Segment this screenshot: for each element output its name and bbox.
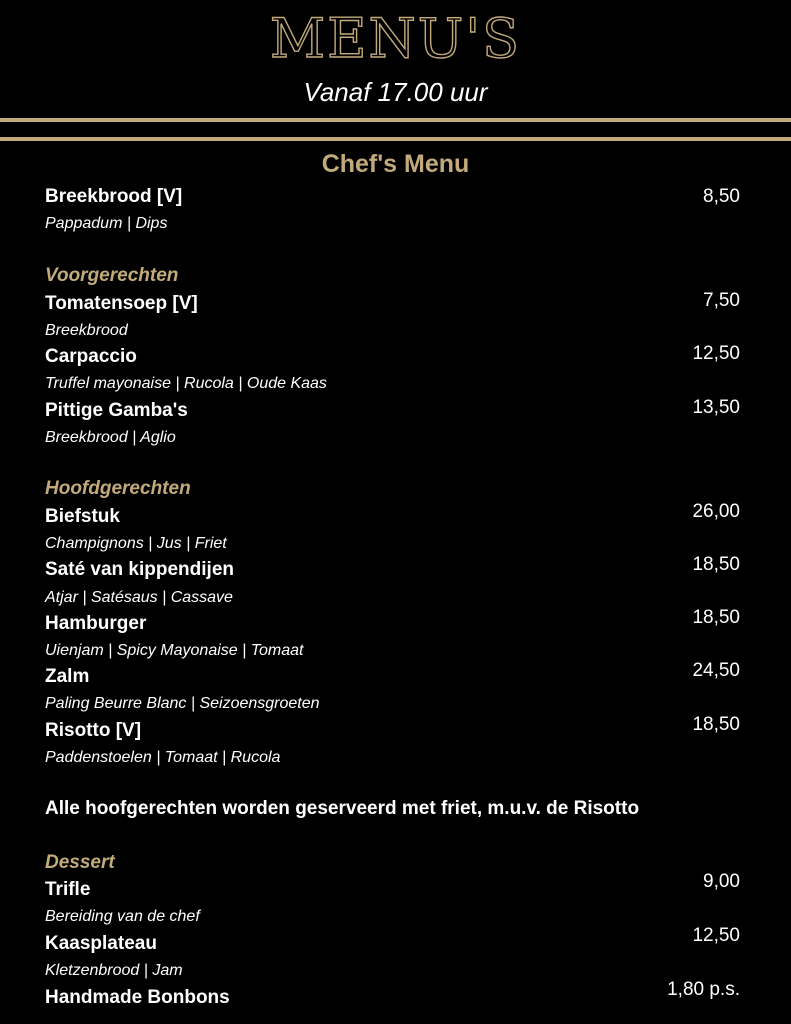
item-description: Breekbrood (45, 322, 128, 339)
category-heading: Voorgerechten (45, 265, 179, 286)
menu-title: Chef's Menu (321, 150, 470, 178)
item-price: 7,50 (703, 290, 740, 311)
item-price: 18,50 (692, 714, 740, 735)
item-name: Kaasplateau (45, 933, 157, 954)
item-price: 1,80 p.s. (667, 979, 740, 1000)
item-name: Biefstuk (45, 506, 120, 527)
item-name: Handmade Bonbons (45, 987, 230, 1008)
page-subtitle: Vanaf 17.00 uur (303, 77, 488, 107)
item-price: 9,00 (703, 871, 740, 892)
category-heading: Dessert (45, 852, 115, 873)
item-name: Saté van kippendijen (45, 559, 234, 580)
item-name: Carpaccio (45, 346, 137, 367)
item-name: Risotto [V] (45, 720, 142, 741)
item-price: 8,50 (703, 186, 740, 207)
item-description: Paddenstoelen | Tomaat | Rucola (45, 749, 281, 766)
category-heading: Hoofdgerechten (45, 478, 191, 499)
item-name: Tomatensoep [V] (45, 293, 198, 314)
item-name: Breekbrood [V] (45, 186, 183, 207)
item-price: 24,50 (692, 660, 740, 681)
item-price: 18,50 (692, 554, 740, 575)
serving-note: Alle hoofgerechten worden geserveerd met friet, m.u.v. de Risotto (45, 798, 640, 819)
item-name: Trifle (45, 879, 91, 900)
item-price: 26,00 (692, 501, 740, 522)
divider-line (0, 118, 791, 122)
item-description: Breekbrood | Aglio (45, 429, 176, 446)
item-name: Hamburger (45, 613, 147, 634)
item-description: Uienjam | Spicy Mayonaise | Tomaat (45, 642, 304, 659)
item-description: Bereiding van de chef (45, 908, 200, 925)
item-description: Champignons | Jus | Friet (45, 535, 227, 552)
divider-line (0, 137, 791, 141)
item-name: Zalm (45, 666, 90, 687)
item-description: Truffel mayonaise | Rucola | Oude Kaas (45, 375, 327, 392)
item-description: Kletzenbrood | Jam (45, 962, 183, 979)
item-description: Pappadum | Dips (45, 215, 168, 232)
item-description: Paling Beurre Blanc | Seizoensgroeten (45, 695, 320, 712)
item-name: Pittige Gamba's (45, 400, 188, 421)
page-title: MENU'S (269, 7, 522, 70)
item-price: 13,50 (692, 397, 740, 418)
item-description: Atjar | Satésaus | Cassave (45, 589, 233, 606)
item-price: 18,50 (692, 607, 740, 628)
item-price: 12,50 (692, 925, 740, 946)
item-price: 12,50 (692, 343, 740, 364)
